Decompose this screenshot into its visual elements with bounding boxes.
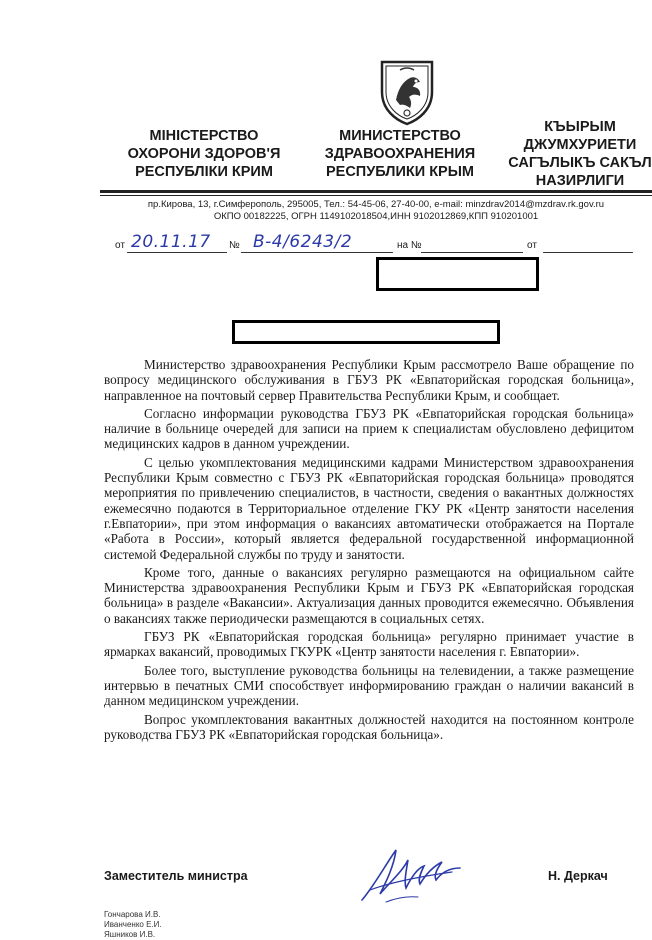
body-paragraph: Согласно информации руководства ГБУЗ РК «Евпаторийская городская больница» наличие в больнице очередей для записи на прием к специалистам обусловлено дефицитом медицинских кадров в данном учреждении. (104, 405, 634, 452)
header-russian-line: РЕСПУБЛИКИ КРЫМ (325, 164, 474, 180)
handwritten-signature (356, 842, 466, 906)
executor-name: Гончарова И.В. (104, 910, 161, 919)
header-crimean-tatar (492, 118, 652, 190)
header-ukrainian-line: ОХОРОНИ ЗДОРОВ'Я (127, 146, 281, 162)
contact-address-line: пр.Кирова, 13, г.Симферополь, 295005, Тел.: 54-45-06, 27-40-00, e-mail: minzdrav2014@mzdrav.rk.gov.ru (147, 199, 605, 210)
reply-date-underline (543, 252, 633, 253)
body-paragraph: С целью укомплектования медицинскими кадрами Министерством здравоохранения Республики Крым совместно с ГБУЗ РК «Евпаторийская городская больница» проводятся мероприятия по привлечению специалистов, в частности, сведения о вакантных должностях ежемесячно подаются в Территориальное отделение ГКУ РК «Центр занятости населения г.Евпатории», при этом информация о вакансиях автоматически отображается на Портале «Работа в России», который является федеральной государственной информационной системой Федеральной службы по труду и занятости. (104, 454, 634, 562)
body-paragraph: Вопрос укомплектования вакантных должностей находится на постоянном контроле руководства ГБУЗ РК «Евпаторийская городская больница». (104, 711, 634, 742)
number-label: № (229, 240, 240, 251)
contact-registry-line: ОКПО 00182225, ОГРН 1149102018504,ИНН 9102012869,КПП 910201001 (213, 211, 539, 222)
header-divider-thin (100, 195, 652, 196)
header-crimean-tatar-line: КЪЫРЫМ (544, 119, 616, 135)
header-crimean-tatar-line: ДЖУМХУРИЕТИ (523, 137, 637, 153)
executor-name: Яшников И.В. (104, 930, 156, 939)
executor-name: Иванченко Е.И. (104, 920, 162, 929)
coat-of-arms-icon (376, 56, 438, 126)
body-paragraph: Кроме того, данные о вакансиях регулярно размещаются на официальном сайте Министерства здравоохранения Республики Крым и ГБУЗ РК «Евпаторийская городская больница» в разделе «Вакансии». Актуализация данных проводится ежемесячно. Объявления о вакансиях также периодически размещаются в социальных сетях. (104, 564, 634, 626)
body-paragraph: ГБУЗ РК «Евпаторийская городская больница» регулярно принимает участие в ярмарках вакансий, проводимых ГКУРК «Центр занятости населения г. Евпатории». (104, 629, 634, 660)
body-paragraph: Министерство здравоохранения Республики Крым рассмотрело Ваше обращение по вопросу медицинского обслуживания в ГБУЗ РК «Евпаторийская городская больница», направленное на почтовый сервер Правительства Республики Крым, и сообщает. (104, 357, 634, 403)
header-divider-thick (100, 190, 652, 193)
header-russian (300, 127, 500, 181)
header-ukrainian-line: РЕСПУБЛІКИ КРИМ (135, 164, 273, 180)
body-paragraph: Более того, выступление руководства больницы на телевидении, а также размещение интервью в печатных СМИ способствует информированию граждан о наличии вакансий в данном медицинском учреждении. (104, 662, 634, 709)
reply-date-label: от (527, 240, 537, 251)
header-crimean-tatar-line: НАЗИРЛИГИ (535, 173, 625, 189)
reply-label: на № (397, 240, 422, 251)
redacted-salutation (232, 320, 500, 344)
header-ukrainian-line: МІНІСТЕРСТВО (149, 128, 259, 144)
date-underline (127, 252, 227, 253)
handwritten-number: В-4/6243/2 (253, 232, 353, 252)
letter-body (104, 357, 634, 745)
signatory-name: Н. Деркач (548, 869, 608, 883)
signatory-title: Заместитель министра (104, 869, 248, 883)
redacted-addressee (376, 257, 539, 291)
contact-details (100, 199, 652, 223)
reply-underline (421, 252, 523, 253)
handwritten-date: 20.11.17 (131, 232, 211, 252)
number-underline (241, 252, 393, 253)
reference-line (115, 232, 635, 256)
header-russian-line: ЗДРАВООХРАНЕНИЯ (324, 146, 476, 162)
header-ukrainian (104, 127, 304, 181)
header-russian-line: МИНИСТЕРСТВО (339, 128, 461, 144)
from-label: от (115, 240, 125, 251)
header-crimean-tatar-line: САГЪЛЫКЪ САКЪЛ (508, 155, 652, 171)
